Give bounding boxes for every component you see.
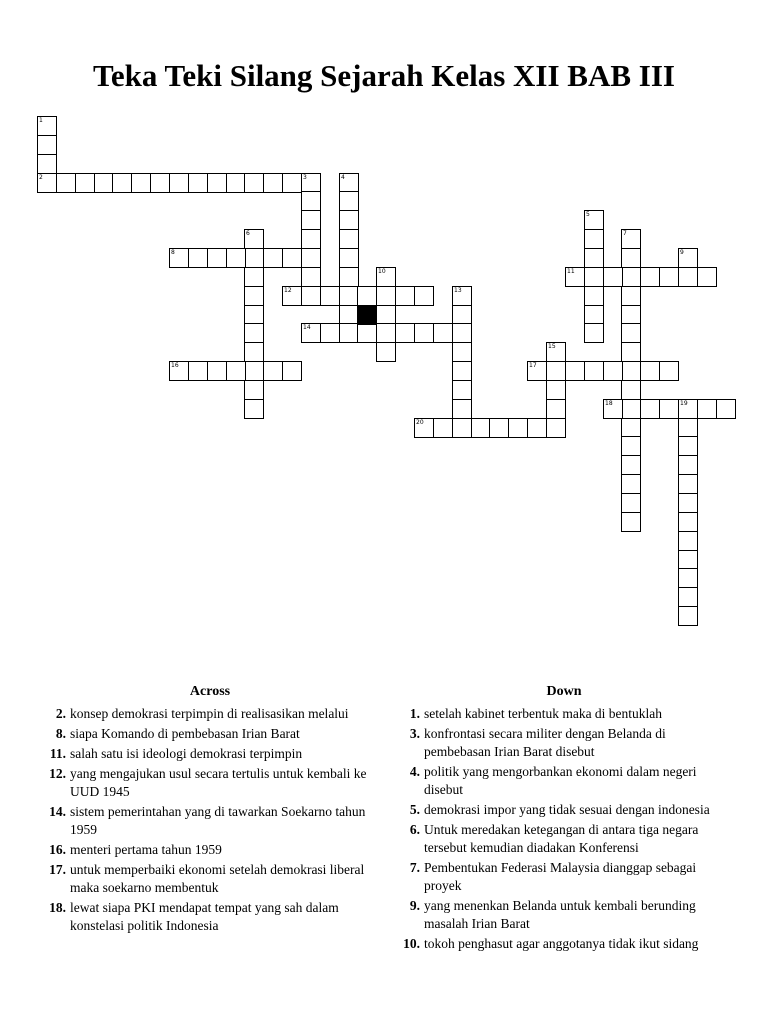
clue-text: untuk memperbaiki ekonomi setelah demokrasi liberal maka soekarno membentuk: [70, 862, 365, 895]
crossword-cell[interactable]: [169, 361, 189, 381]
cell-number: 15: [548, 343, 556, 350]
crossword-cell[interactable]: [716, 399, 736, 419]
clue-item: [394, 705, 734, 723]
crossword-cell[interactable]: [207, 361, 227, 381]
clue-number: 16.: [49, 842, 66, 857]
crossword-cell[interactable]: [659, 361, 679, 381]
cell-number: 5: [586, 211, 590, 218]
crossword-cell[interactable]: [282, 286, 302, 306]
cell-number: 8: [171, 249, 175, 256]
cell-number: 12: [284, 287, 292, 294]
clue-text: konsep demokrasi terpimpin di realisasikan melalui: [70, 706, 349, 721]
crossword-cell[interactable]: [282, 361, 302, 381]
crossword-cell[interactable]: [414, 418, 434, 438]
crossword-cell[interactable]: [244, 399, 264, 419]
crossword-cell[interactable]: [169, 248, 189, 268]
crossword-cell[interactable]: [339, 267, 359, 287]
crossword-cell[interactable]: [678, 531, 698, 551]
crossword-cell[interactable]: [37, 154, 57, 174]
crossword-cell[interactable]: [395, 323, 415, 343]
clue-item: [40, 803, 380, 839]
crossword-cell[interactable]: [640, 399, 660, 419]
crossword-cell[interactable]: [282, 248, 302, 268]
clue-number: 2.: [55, 706, 66, 721]
crossword-cell[interactable]: [339, 210, 359, 230]
crossword-cell[interactable]: [376, 323, 396, 343]
crossword-cell[interactable]: [697, 399, 717, 419]
crossword-cell[interactable]: [244, 342, 264, 362]
crossword-cell[interactable]: [678, 455, 698, 475]
clue-number: 12.: [49, 766, 66, 781]
clue-number: 10.: [403, 936, 420, 951]
crossword-cell[interactable]: [452, 361, 472, 381]
cell-number: 17: [529, 362, 537, 369]
crossword-cell[interactable]: [395, 286, 415, 306]
crossword-cell[interactable]: [621, 436, 641, 456]
clue-item: [40, 745, 380, 763]
cell-number: 10: [378, 268, 386, 275]
crossword-cell[interactable]: [452, 305, 472, 325]
cell-number: 2: [39, 174, 43, 181]
clue-number: 8.: [55, 726, 66, 741]
crossword-cell[interactable]: [621, 455, 641, 475]
clue-number: 5.: [409, 802, 420, 817]
clue-number: 1.: [409, 706, 420, 721]
crossword-cell[interactable]: [226, 361, 246, 381]
clue-text: siapa Komando di pembebasan Irian Barat: [70, 726, 300, 741]
crossword-cell[interactable]: [546, 342, 566, 362]
crossword-cell[interactable]: [659, 267, 679, 287]
cell-number: 13: [454, 287, 462, 294]
crossword-cell[interactable]: [339, 248, 359, 268]
clue-number: 11.: [49, 746, 66, 761]
crossword-cell[interactable]: [621, 512, 641, 532]
clue-item: [40, 841, 380, 859]
cell-number: 3: [303, 174, 307, 181]
crossword-cell[interactable]: [433, 418, 453, 438]
crossword-cell[interactable]: [244, 380, 264, 400]
crossword-cell[interactable]: [320, 286, 340, 306]
crossword-cell[interactable]: [263, 173, 283, 193]
clue-item: [40, 765, 380, 801]
crossword-cell[interactable]: [584, 286, 604, 306]
crossword-cell[interactable]: [565, 267, 585, 287]
crossword-cell[interactable]: [452, 286, 472, 306]
clue-item: [394, 763, 734, 799]
crossword-cell[interactable]: [169, 173, 189, 193]
crossword-cell[interactable]: [546, 380, 566, 400]
crossword-cell[interactable]: [489, 418, 509, 438]
clue-text: yang menenkan Belanda untuk kembali berunding masalah Irian Barat: [424, 898, 696, 931]
crossword-cell[interactable]: [659, 399, 679, 419]
crossword-cell[interactable]: [546, 418, 566, 438]
crossword-cell[interactable]: [244, 305, 264, 325]
crossword-cell[interactable]: [301, 173, 321, 193]
crossword-cell[interactable]: [301, 210, 321, 230]
crossword-cell[interactable]: [452, 399, 472, 419]
cell-number: 20: [416, 419, 424, 426]
crossword-cell[interactable]: [188, 173, 208, 193]
clue-text: Pembentukan Federasi Malaysia dianggap sebagai proyek: [424, 860, 697, 893]
crossword-cell[interactable]: [471, 418, 491, 438]
crossword-cell[interactable]: [584, 305, 604, 325]
page-title: Teka Teki Silang Sejarah Kelas XII BAB III: [93, 58, 675, 93]
clue-item: [394, 935, 734, 953]
crossword-cell[interactable]: [244, 323, 264, 343]
clue-text: lewat siapa PKI mendapat tempat yang sah dalam konstelasi politik Indonesia: [70, 900, 339, 933]
crossword-cell[interactable]: [452, 323, 472, 343]
crossword-cell[interactable]: [75, 173, 95, 193]
crossword-cell[interactable]: [376, 267, 396, 287]
cell-number: 18: [605, 400, 613, 407]
cell-number: 7: [623, 230, 627, 237]
crossword-cell[interactable]: [640, 361, 660, 381]
crossword-cell[interactable]: [527, 418, 547, 438]
crossword-cell[interactable]: [301, 323, 321, 343]
crossword-cell[interactable]: [678, 399, 698, 419]
crossword-cell[interactable]: [621, 361, 641, 381]
crossword-cell[interactable]: [112, 173, 132, 193]
down-heading: Down: [546, 684, 582, 699]
crossword-cell[interactable]: [37, 135, 57, 155]
crossword-cell[interactable]: [188, 248, 208, 268]
down-clues: [394, 683, 734, 955]
crossword-cell[interactable]: [584, 267, 604, 287]
crossword-cell[interactable]: [678, 550, 698, 570]
crossword-cell[interactable]: [263, 361, 283, 381]
crossword-cell[interactable]: [301, 248, 321, 268]
clue-number: 6.: [409, 822, 420, 837]
clue-item: [394, 725, 734, 761]
clue-number: 3.: [409, 726, 420, 741]
crossword-cell[interactable]: [621, 229, 641, 249]
clue-item: [394, 859, 734, 895]
crossword-cell[interactable]: [150, 173, 170, 193]
clue-number: 9.: [409, 898, 420, 913]
crossword-cell[interactable]: [621, 323, 641, 343]
crossword-cell[interactable]: [414, 323, 434, 343]
crossword-cell[interactable]: [603, 361, 623, 381]
crossword-cell[interactable]: [357, 323, 377, 343]
clue-text: yang mengajukan usul secara tertulis untuk kembali ke UUD 1945: [70, 766, 367, 799]
crossword-cell[interactable]: [339, 229, 359, 249]
crossword-cell[interactable]: [603, 399, 623, 419]
clue-item: [394, 897, 734, 933]
crossword-cell[interactable]: [697, 267, 717, 287]
crossword-cell[interactable]: [207, 173, 227, 193]
crossword-cell[interactable]: [584, 323, 604, 343]
clue-number: 14.: [49, 804, 66, 819]
crossword-cell[interactable]: [301, 286, 321, 306]
crossword-cell[interactable]: [621, 380, 641, 400]
crossword-cell[interactable]: [376, 286, 396, 306]
crossword-cell[interactable]: [244, 361, 264, 381]
crossword-cell[interactable]: [339, 286, 359, 306]
crossword-cell[interactable]: [584, 248, 604, 268]
crossword-cell[interactable]: [508, 418, 528, 438]
cell-number: 16: [171, 362, 179, 369]
crossword-cell[interactable]: [339, 305, 359, 325]
crossword-cell[interactable]: [621, 493, 641, 513]
clue-item: [40, 899, 380, 935]
crossword-cell[interactable]: [452, 342, 472, 362]
cell-number: 6: [246, 230, 250, 237]
clue-item: [394, 801, 734, 819]
clue-text: demokrasi impor yang tidak sesuai dengan indonesia: [424, 802, 710, 817]
crossword-cell[interactable]: [301, 191, 321, 211]
crossword-cell[interactable]: [678, 587, 698, 607]
crossword-cell[interactable]: [621, 474, 641, 494]
crossword-cell[interactable]: [621, 399, 641, 419]
crossword-cell[interactable]: [207, 248, 227, 268]
crossword-cell[interactable]: [357, 286, 377, 306]
crossword-cell[interactable]: [527, 361, 547, 381]
crossword-cell[interactable]: [339, 173, 359, 193]
clue-text: konfrontasi secara militer dengan Belanda di pembebasan Irian Barat disebut: [424, 726, 666, 759]
crossword-cell[interactable]: [546, 399, 566, 419]
crossword-cell[interactable]: [37, 116, 57, 136]
across-heading: Across: [189, 684, 231, 699]
clue-number: 17.: [49, 862, 66, 877]
crossword-cell[interactable]: [678, 512, 698, 532]
crossword-cell[interactable]: [678, 267, 698, 287]
crossword-cell[interactable]: [678, 474, 698, 494]
crossword-cell[interactable]: [131, 173, 151, 193]
cell-number: 14: [303, 324, 311, 331]
crossword-cell[interactable]: [584, 229, 604, 249]
crossword-cell[interactable]: [339, 323, 359, 343]
clue-text: sistem pemerintahan yang di tawarkan Soekarno tahun 1959: [70, 804, 366, 837]
crossword-cell[interactable]: [621, 342, 641, 362]
crossword-cell[interactable]: [37, 173, 57, 193]
crossword-cell[interactable]: [282, 173, 302, 193]
crossword-cell[interactable]: [678, 493, 698, 513]
crossword-cell[interactable]: [678, 568, 698, 588]
crossword-cell[interactable]: [226, 173, 246, 193]
clue-item: [40, 861, 380, 897]
crossword-cell[interactable]: [339, 191, 359, 211]
crossword-cell[interactable]: [376, 342, 396, 362]
crossword-cell[interactable]: [433, 323, 453, 343]
cell-number: 19: [680, 400, 688, 407]
crossword-cell[interactable]: [546, 361, 566, 381]
clue-item: [394, 821, 734, 857]
crossword-cell[interactable]: [188, 361, 208, 381]
across-clues: [40, 683, 380, 937]
crossword-cell[interactable]: [320, 323, 340, 343]
clue-text: Untuk meredakan ketegangan di antara tiga negara tersebut kemudian diadakan Konferensi: [424, 822, 699, 855]
clue-text: politik yang mengorbankan ekonomi dalam negeri disebut: [424, 764, 697, 797]
crossword-cell[interactable]: [621, 305, 641, 325]
crossword-cell[interactable]: [565, 361, 585, 381]
crossword-cell[interactable]: [452, 418, 472, 438]
crossword-cell[interactable]: [244, 173, 264, 193]
clue-number: 7.: [409, 860, 420, 875]
clue-item: [40, 725, 380, 743]
crossword-cell[interactable]: [301, 267, 321, 287]
crossword-cell[interactable]: [603, 267, 623, 287]
clue-text: salah satu isi ideologi demokrasi terpimpin: [70, 746, 303, 761]
crossword-cell[interactable]: [244, 286, 264, 306]
crossword-cell[interactable]: [678, 606, 698, 626]
crossword-cell[interactable]: [621, 248, 641, 268]
clue-number: 18.: [49, 900, 66, 915]
crossword-cell[interactable]: [584, 210, 604, 230]
clue-text: menteri pertama tahun 1959: [70, 842, 222, 857]
cell-number: 11: [567, 268, 575, 275]
cell-number: 4: [341, 174, 345, 181]
crossword-cell[interactable]: [301, 229, 321, 249]
crossword-cell[interactable]: [678, 436, 698, 456]
crossword-cell[interactable]: [244, 248, 264, 268]
crossword-cell[interactable]: [94, 173, 114, 193]
crossword-cell[interactable]: [263, 248, 283, 268]
cell-number: 1: [39, 117, 43, 124]
crossword-cell[interactable]: [414, 286, 434, 306]
crossword-cell[interactable]: [452, 380, 472, 400]
crossword-cell[interactable]: [56, 173, 76, 193]
crossword-cell[interactable]: [621, 267, 641, 287]
clue-number: 4.: [409, 764, 420, 779]
crossword-cell[interactable]: [621, 286, 641, 306]
black-cell: [357, 305, 377, 325]
crossword-cell[interactable]: [640, 267, 660, 287]
cell-number: 9: [680, 249, 684, 256]
crossword-cell[interactable]: [678, 248, 698, 268]
crossword-cell[interactable]: [244, 229, 264, 249]
clue-item: [40, 705, 380, 723]
clue-text: tokoh penghasut agar anggotanya tidak ikut sidang: [424, 936, 699, 951]
crossword-cell[interactable]: [584, 361, 604, 381]
crossword-cell[interactable]: [621, 418, 641, 438]
clue-text: setelah kabinet terbentuk maka di bentuklah: [424, 706, 663, 721]
crossword-cell[interactable]: [244, 267, 264, 287]
crossword-cell[interactable]: [226, 248, 246, 268]
crossword-cell[interactable]: [678, 418, 698, 438]
crossword-cell[interactable]: [376, 305, 396, 325]
